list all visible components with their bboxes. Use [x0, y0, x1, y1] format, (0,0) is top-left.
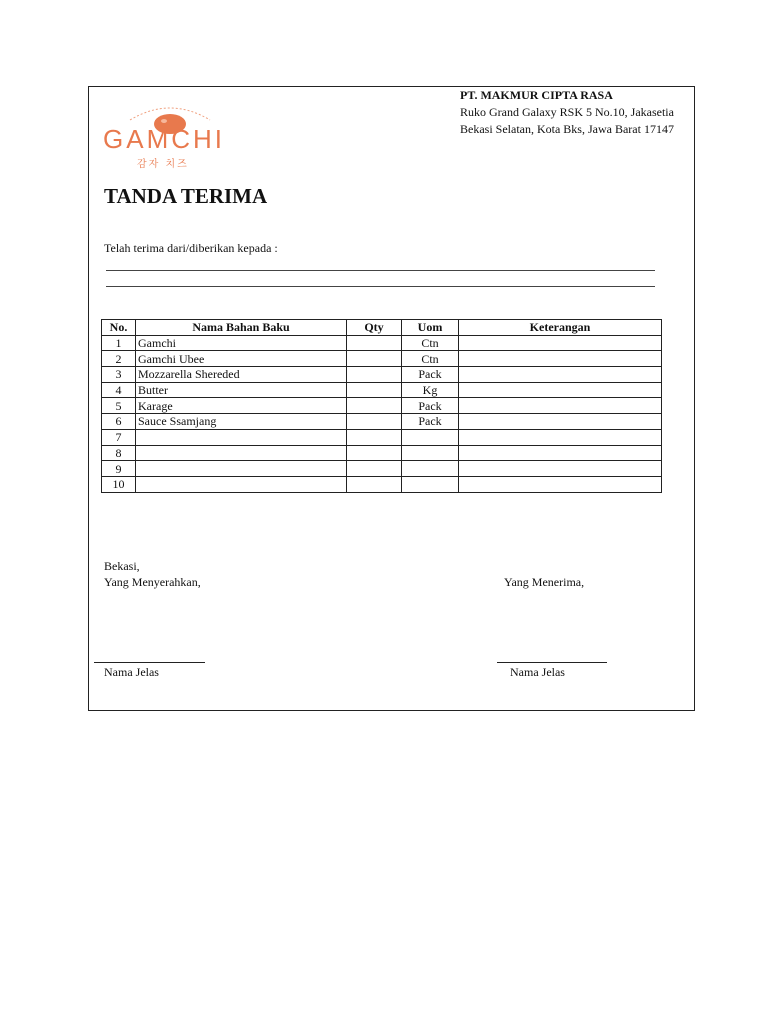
row-qty — [347, 351, 402, 367]
table-row — [102, 461, 662, 477]
row-qty — [347, 461, 402, 477]
giver-label: Yang Menyerahkan, — [104, 575, 201, 589]
header-uom: Uom — [402, 320, 459, 336]
giver-signature-line — [94, 662, 205, 663]
row-note — [459, 414, 662, 430]
row-item: Gamchi Ubee — [136, 351, 347, 367]
row-no: 4 — [102, 382, 136, 398]
row-no: 2 — [102, 351, 136, 367]
row-no: 9 — [102, 461, 136, 477]
row-note — [459, 476, 662, 492]
document-title: TANDA TERIMA — [104, 184, 268, 208]
row-item: Mozzarella Shereded — [136, 367, 347, 383]
row-no: 6 — [102, 414, 136, 430]
header-item-name: Nama Bahan Baku — [136, 320, 347, 336]
receiver-name-label: Nama Jelas — [510, 665, 565, 679]
row-qty — [347, 429, 402, 445]
row-uom — [402, 429, 459, 445]
row-item — [136, 461, 347, 477]
logo-brand-text: GAMCHI — [103, 124, 225, 154]
recipient-line-2 — [106, 286, 655, 287]
row-uom — [402, 445, 459, 461]
company-address-line2: Bekasi Selatan, Kota Bks, Jawa Barat 17147 — [460, 122, 674, 136]
signature-place: Bekasi, — [104, 559, 140, 573]
row-qty — [347, 414, 402, 430]
header-note: Keterangan — [459, 320, 662, 336]
row-item: Gamchi — [136, 335, 347, 351]
table-row — [102, 382, 662, 398]
table-row — [102, 398, 662, 414]
row-uom: Pack — [402, 414, 459, 430]
header-no: No. — [102, 320, 136, 336]
table-header-row — [102, 320, 662, 336]
row-qty — [347, 335, 402, 351]
row-item — [136, 429, 347, 445]
company-address-line1: Ruko Grand Galaxy RSK 5 No.10, Jakasetia — [460, 105, 674, 119]
header-qty: Qty — [347, 320, 402, 336]
row-item: Sauce Ssamjang — [136, 414, 347, 430]
row-qty — [347, 445, 402, 461]
row-qty — [347, 398, 402, 414]
table-row — [102, 429, 662, 445]
row-note — [459, 461, 662, 477]
row-note — [459, 367, 662, 383]
row-item — [136, 445, 347, 461]
table-row — [102, 414, 662, 430]
row-qty — [347, 367, 402, 383]
table-row — [102, 445, 662, 461]
signature-giver-block — [104, 558, 201, 590]
row-note — [459, 429, 662, 445]
row-note — [459, 351, 662, 367]
receiver-signature-line — [497, 662, 607, 663]
recipient-line-1 — [106, 270, 655, 271]
table-row — [102, 476, 662, 492]
receiver-label: Yang Menerima, — [504, 575, 585, 589]
row-item — [136, 476, 347, 492]
row-qty — [347, 382, 402, 398]
row-no: 8 — [102, 445, 136, 461]
row-uom: Ctn — [402, 351, 459, 367]
row-item: Karage — [136, 398, 347, 414]
table-row — [102, 367, 662, 383]
company-name: PT. MAKMUR CIPTA RASA — [460, 88, 613, 102]
row-note — [459, 398, 662, 414]
row-uom — [402, 461, 459, 477]
row-note — [459, 382, 662, 398]
row-uom: Pack — [402, 398, 459, 414]
row-no: 7 — [102, 429, 136, 445]
row-no: 5 — [102, 398, 136, 414]
row-uom — [402, 476, 459, 492]
row-qty — [347, 476, 402, 492]
giver-name-label: Nama Jelas — [104, 665, 159, 679]
items-table — [101, 319, 662, 493]
row-no: 10 — [102, 476, 136, 492]
row-no: 1 — [102, 335, 136, 351]
logo-korean-subtitle: 감자 치즈 — [137, 159, 189, 170]
row-item: Butter — [136, 382, 347, 398]
recipient-label: Telah terima dari/diberikan kepada : — [104, 241, 278, 255]
table-row — [102, 335, 662, 351]
company-header — [460, 87, 674, 138]
table-row — [102, 351, 662, 367]
row-note — [459, 445, 662, 461]
row-uom: Ctn — [402, 335, 459, 351]
gamchi-logo — [100, 102, 240, 170]
row-uom: Pack — [402, 367, 459, 383]
row-no: 3 — [102, 367, 136, 383]
row-uom: Kg — [402, 382, 459, 398]
row-note — [459, 335, 662, 351]
